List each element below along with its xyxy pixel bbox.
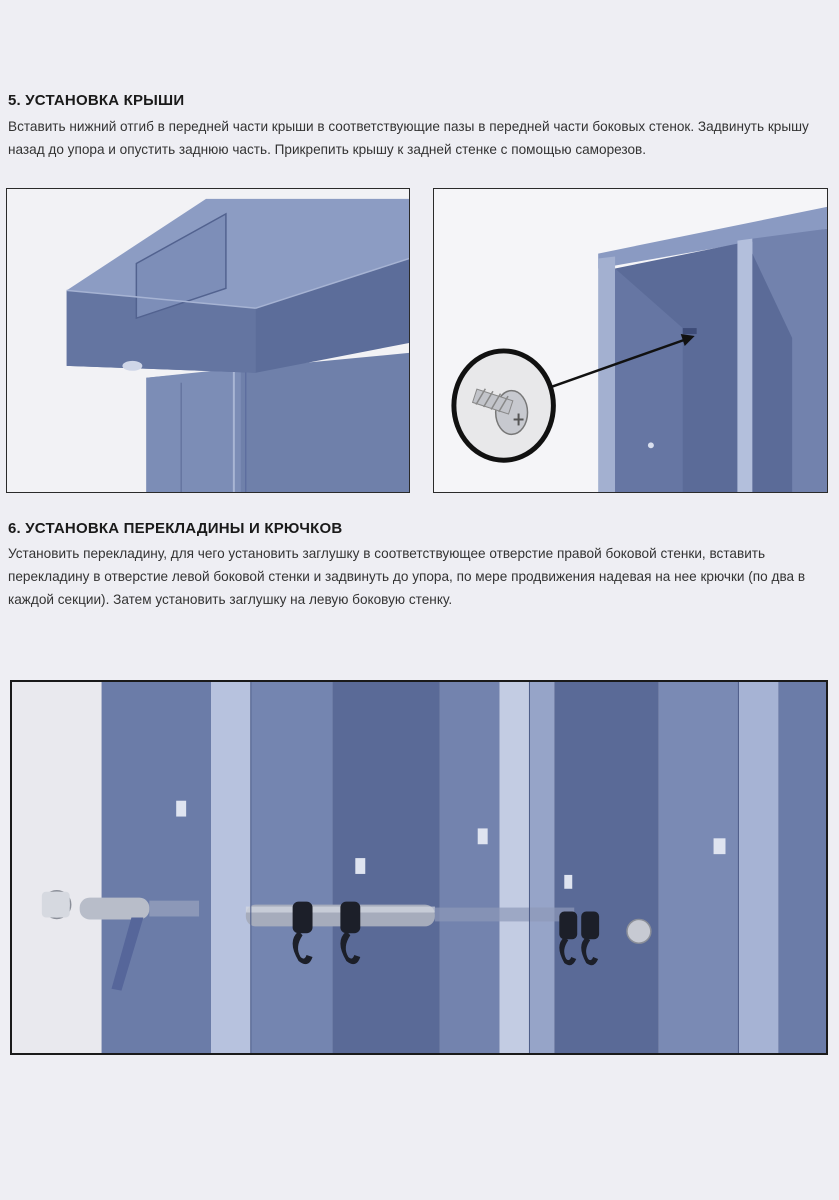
section-5-title: 5. УСТАНОВКА КРЫШИ: [8, 92, 185, 109]
section-6-title: 6. УСТАНОВКА ПЕРЕКЛАДИНЫ И КРЮЧКОВ: [8, 520, 343, 537]
section-5-text: Вставить нижний отгиб в передней части крыши в соответствующие пазы в передней части боковых стенок. Задвинуть крышу назад до упора и опустить заднюю часть. Прикрепить крышу к задней стенке с помощью саморезов.: [8, 119, 809, 157]
self-tapping-screw-icon: [454, 351, 553, 460]
roof-back-screw-illustration: [433, 188, 828, 493]
section-6-text: Установить перекладину, для чего установить заглушку в соответствующее отверстие правой боковой стенки, вставить перекладину в отверстие левой боковой стенки и задвинуть до упора, по мере продвижения надевая на нее крючки (по два в каждой секции). Затем установить заглушку на левую боковую стенку.: [8, 546, 806, 607]
crossbar-hooks-illustration: [10, 680, 828, 1055]
roof-front-illustration: [6, 188, 410, 493]
